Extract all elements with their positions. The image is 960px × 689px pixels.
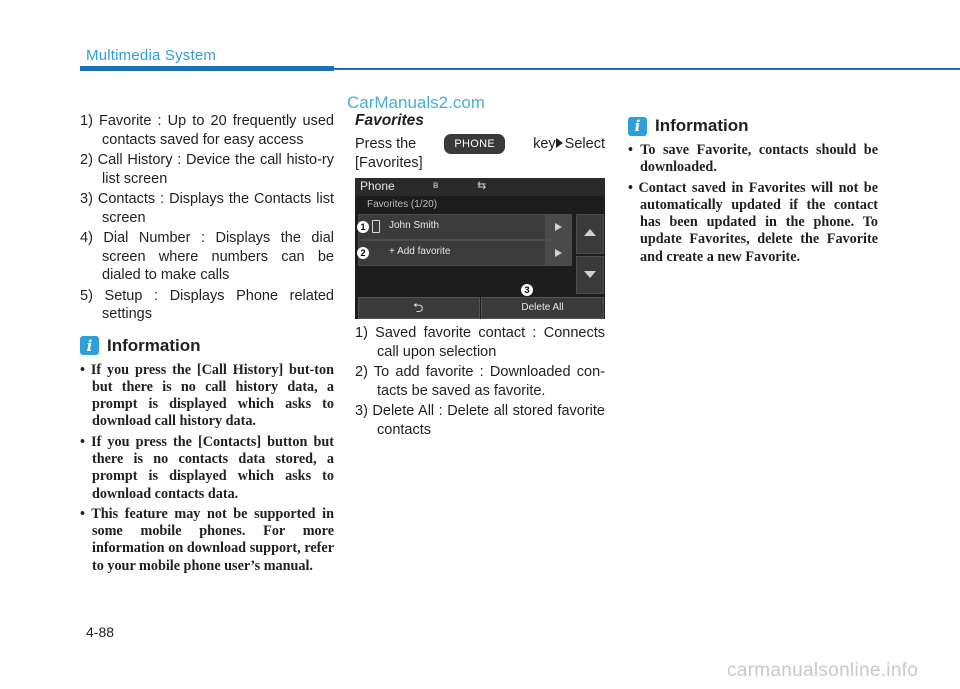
contact-name: John Smith [389,220,440,231]
screen-title-bar [355,178,605,196]
usb-icon: ⇆ [477,180,487,192]
callout-marker-3: 3 [521,284,533,296]
list-item: • To save Favorite, contacts should be downloaded. [628,142,878,176]
right-column [628,116,878,269]
triangle-down-icon [584,271,596,278]
bluetooth-icon: ʙ [433,180,439,191]
watermark-bottom: carmanualsonline.info [727,660,919,681]
instruction-key: key [533,136,556,152]
feature-list [80,112,334,324]
delete-all-button[interactable] [481,297,604,319]
favorites-count: Favorites (1/20) [367,199,438,210]
phone-favorites-screen [355,178,605,319]
contact-detail-button[interactable] [545,215,571,239]
screen-captions [355,324,605,441]
info-icon: i [80,336,99,355]
favorites-heading: Favorites [355,112,424,129]
info-bullets [628,142,878,266]
list-item: 2) Call History : Device the call histo-ry list screen [80,152,334,187]
info-title: Information [107,335,201,355]
back-button[interactable] [358,297,480,319]
add-favorite-label: + Add favorite [389,246,451,257]
favorites-instruction [355,134,605,172]
info-heading [628,116,878,136]
instruction-target: [Favorites] [355,155,423,171]
instruction-press: Press the [355,136,417,152]
phone-key-badge: PHONE [444,134,505,154]
list-item: 2) To add favorite : Downloaded con-tacts be saved as favorite. [355,364,605,399]
watermark-top: CarManuals2.com [347,93,485,112]
add-favorite-detail-button[interactable] [545,241,571,265]
info-icon: i [628,117,647,136]
list-item: 4) Dial Number : Displays the dial screen where numbers can be dialed to make calls [80,230,334,283]
list-item: 5) Setup : Displays Phone related settings [80,287,334,322]
back-arrow-icon: ⮌ [413,300,424,315]
favorite-contact-row[interactable] [358,214,572,240]
list-item: • This feature may not be supported in some mobile phones. For more information on download support, refer to your mobile phone user’s manual. [80,505,334,574]
triangle-up-icon [584,229,596,236]
header-rule-thin [334,68,960,70]
instruction-select: Select [564,136,605,152]
list-item: 3) Delete All : Delete all stored favorite contacts [355,403,605,438]
list-item: 3) Contacts : Displays the Contacts list screen [80,191,334,226]
list-item: • Contact saved in Favorites will not be automatically updated if the contact has been updated in the phone. To update Favorites, delete the Favorite and create a new Favorite. [628,179,878,265]
list-item: 1) Saved favorite contact : Connects call upon selection [355,325,605,360]
play-arrow-icon [555,223,562,231]
info-bullets [80,362,334,576]
section-title: Multimedia System [86,47,217,64]
middle-column [355,112,605,172]
list-item: • If you press the [Contacts] button but there is no contacts data stored, a prompt is displayed which asks to download contacts data. [80,433,334,502]
list-item: 1) Favorite : Up to 20 frequently used contacts saved for easy access [80,113,334,148]
callout-marker-2: 2 [357,247,369,259]
callout-marker-1: 1 [357,221,369,233]
scroll-up-button[interactable] [576,214,604,254]
header-rule-dark [80,66,334,71]
mobile-phone-icon [372,220,380,233]
left-column [80,112,334,578]
scroll-down-button[interactable] [576,256,604,294]
delete-all-label: Delete All [521,302,564,313]
screen-title: Phone [360,179,395,193]
info-heading [80,336,334,356]
page-number: 4-88 [86,624,115,640]
list-item: • If you press the [Call History] but-ton but there is no call history data, a prompt is displayed which asks to download call history data. [80,361,334,430]
info-title: Information [655,116,749,135]
arrow-right-icon [556,138,563,148]
add-favorite-row[interactable] [358,240,572,266]
play-arrow-icon [555,249,562,257]
